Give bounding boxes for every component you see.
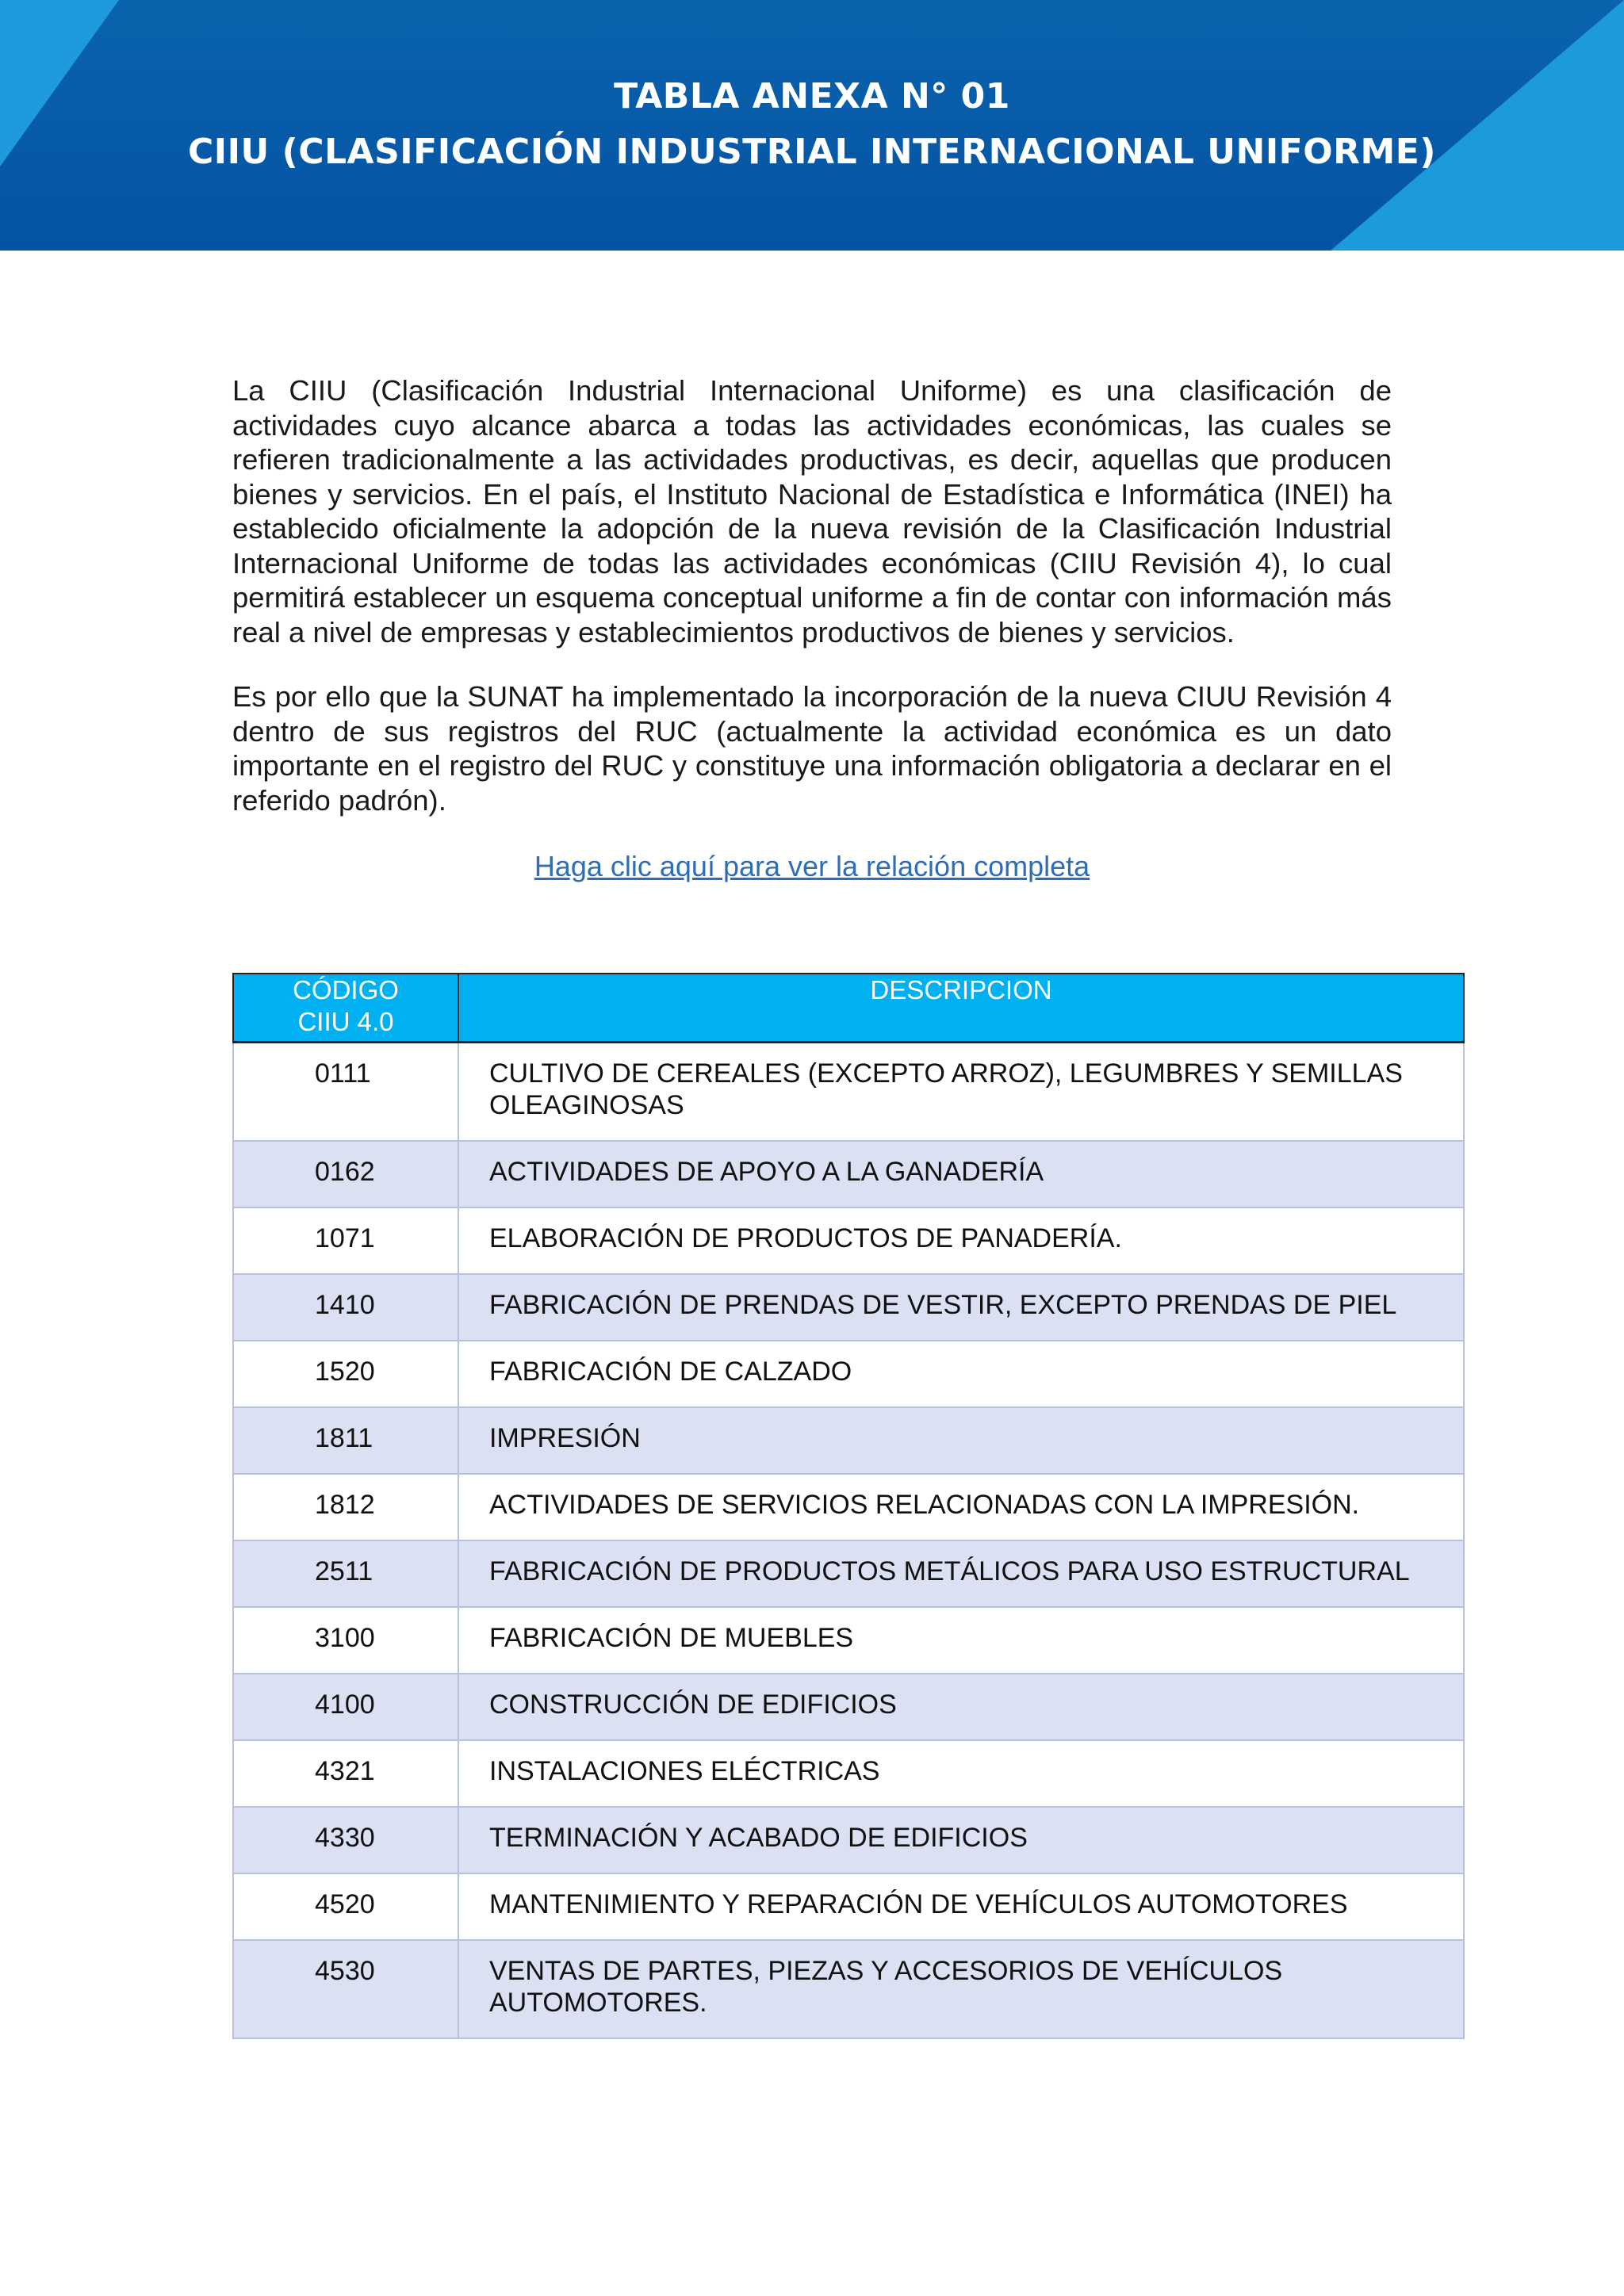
desc-cell: IMPRESIÓN — [458, 1407, 1464, 1474]
table-row — [233, 1474, 1464, 1540]
code-cell: 1812 — [233, 1474, 458, 1540]
code-cell: 4100 — [233, 1674, 458, 1740]
desc-cell: FABRICACIÓN DE PRENDAS DE VESTIR, EXCEPTO PRENDAS DE PIEL — [458, 1274, 1464, 1341]
page-header — [0, 0, 1624, 251]
header-decoration-right — [1331, 0, 1624, 251]
code-cell: 4330 — [233, 1807, 458, 1873]
header-title-line1: TABLA ANEXA N° 01 — [614, 76, 1010, 117]
ciiu-table — [232, 973, 1465, 2039]
link-container — [0, 850, 1624, 883]
full-list-link[interactable]: Haga clic aquí para ver la relación completa — [534, 850, 1090, 882]
desc-cell: VENTAS DE PARTES, PIEZAS Y ACCESORIOS DE VEHÍCULOS AUTOMOTORES. — [458, 1940, 1464, 2038]
desc-cell: ACTIVIDADES DE SERVICIOS RELACIONADAS CON LA IMPRESIÓN. — [458, 1474, 1464, 1540]
code-cell: 4530 — [233, 1940, 458, 2038]
table-row — [233, 1807, 1464, 1873]
code-cell: 1410 — [233, 1274, 458, 1341]
code-cell: 1071 — [233, 1207, 458, 1274]
desc-cell: FABRICACIÓN DE PRODUCTOS METÁLICOS PARA USO ESTRUCTURAL — [458, 1540, 1464, 1607]
table-row — [233, 1940, 1464, 2038]
code-cell: 0162 — [233, 1141, 458, 1207]
table-row — [233, 1274, 1464, 1341]
table-row — [233, 1141, 1464, 1207]
table-row — [233, 1341, 1464, 1407]
table-row — [233, 1407, 1464, 1474]
code-cell: 3100 — [233, 1607, 458, 1674]
code-cell: 0111 — [233, 1043, 458, 1142]
table-header-row — [233, 974, 1464, 1043]
desc-cell: TERMINACIÓN Y ACABADO DE EDIFICIOS — [458, 1807, 1464, 1873]
code-cell: 4321 — [233, 1740, 458, 1807]
table-row — [233, 1740, 1464, 1807]
desc-cell: FABRICACIÓN DE CALZADO — [458, 1341, 1464, 1407]
desc-cell: ACTIVIDADES DE APOYO A LA GANADERÍA — [458, 1141, 1464, 1207]
intro-paragraph-2: Es por ello que la SUNAT ha implementado la incorporación de la nueva CIUU Revisión 4 dentro de sus registros del RUC (actualmente la actividad económica es un dato importante en el registro del RUC y constituye una información obligatoria a declarar en el referido padrón). — [232, 680, 1392, 817]
header-title-line2: CIIU (CLASIFICACIÓN INDUSTRIAL INTERNACIONAL UNIFORME) — [188, 132, 1436, 172]
table-row — [233, 1607, 1464, 1674]
desc-cell: MANTENIMIENTO Y REPARACIÓN DE VEHÍCULOS AUTOMOTORES — [458, 1873, 1464, 1940]
desc-cell: CONSTRUCCIÓN DE EDIFICIOS — [458, 1674, 1464, 1740]
header-code-line2: CIIU 4.0 — [297, 1007, 394, 1036]
table-row — [233, 1043, 1464, 1142]
table-row — [233, 1873, 1464, 1940]
header-code-line1: CÓDIGO — [293, 975, 399, 1004]
table-row — [233, 1540, 1464, 1607]
desc-cell: CULTIVO DE CEREALES (EXCEPTO ARROZ), LEGUMBRES Y SEMILLAS OLEAGINOSAS — [458, 1043, 1464, 1142]
desc-cell: FABRICACIÓN DE MUEBLES — [458, 1607, 1464, 1674]
code-cell: 1811 — [233, 1407, 458, 1474]
header-desc-cell: DESCRIPCION — [458, 974, 1464, 1043]
header-code-cell — [233, 974, 458, 1043]
table-row — [233, 1207, 1464, 1274]
code-cell: 4520 — [233, 1873, 458, 1940]
intro-paragraph-1: La CIIU (Clasificación Industrial Internacional Uniforme) es una clasificación de actividades cuyo alcance abarca a todas las actividades económicas, las cuales se refieren tradicionalmente a las actividades productivas, es decir, aquellas que producen bienes y servicios. En el país, el Instituto Nacional de Estadística e Informática (INEI) ha establecido oficialmente la adopción de la nueva revisión de la Clasificación Industrial Internacional Uniforme de todas las actividades económicas (CIIU Revisión 4), lo cual permitirá establecer un esquema conceptual uniforme a fin de contar con información más real a nivel de empresas y establecimientos productivos de bienes y servicios. — [232, 374, 1392, 649]
desc-cell: ELABORACIÓN DE PRODUCTOS DE PANADERÍA. — [458, 1207, 1464, 1274]
table-row — [233, 1674, 1464, 1740]
code-cell: 2511 — [233, 1540, 458, 1607]
code-cell: 1520 — [233, 1341, 458, 1407]
desc-cell: INSTALACIONES ELÉCTRICAS — [458, 1740, 1464, 1807]
